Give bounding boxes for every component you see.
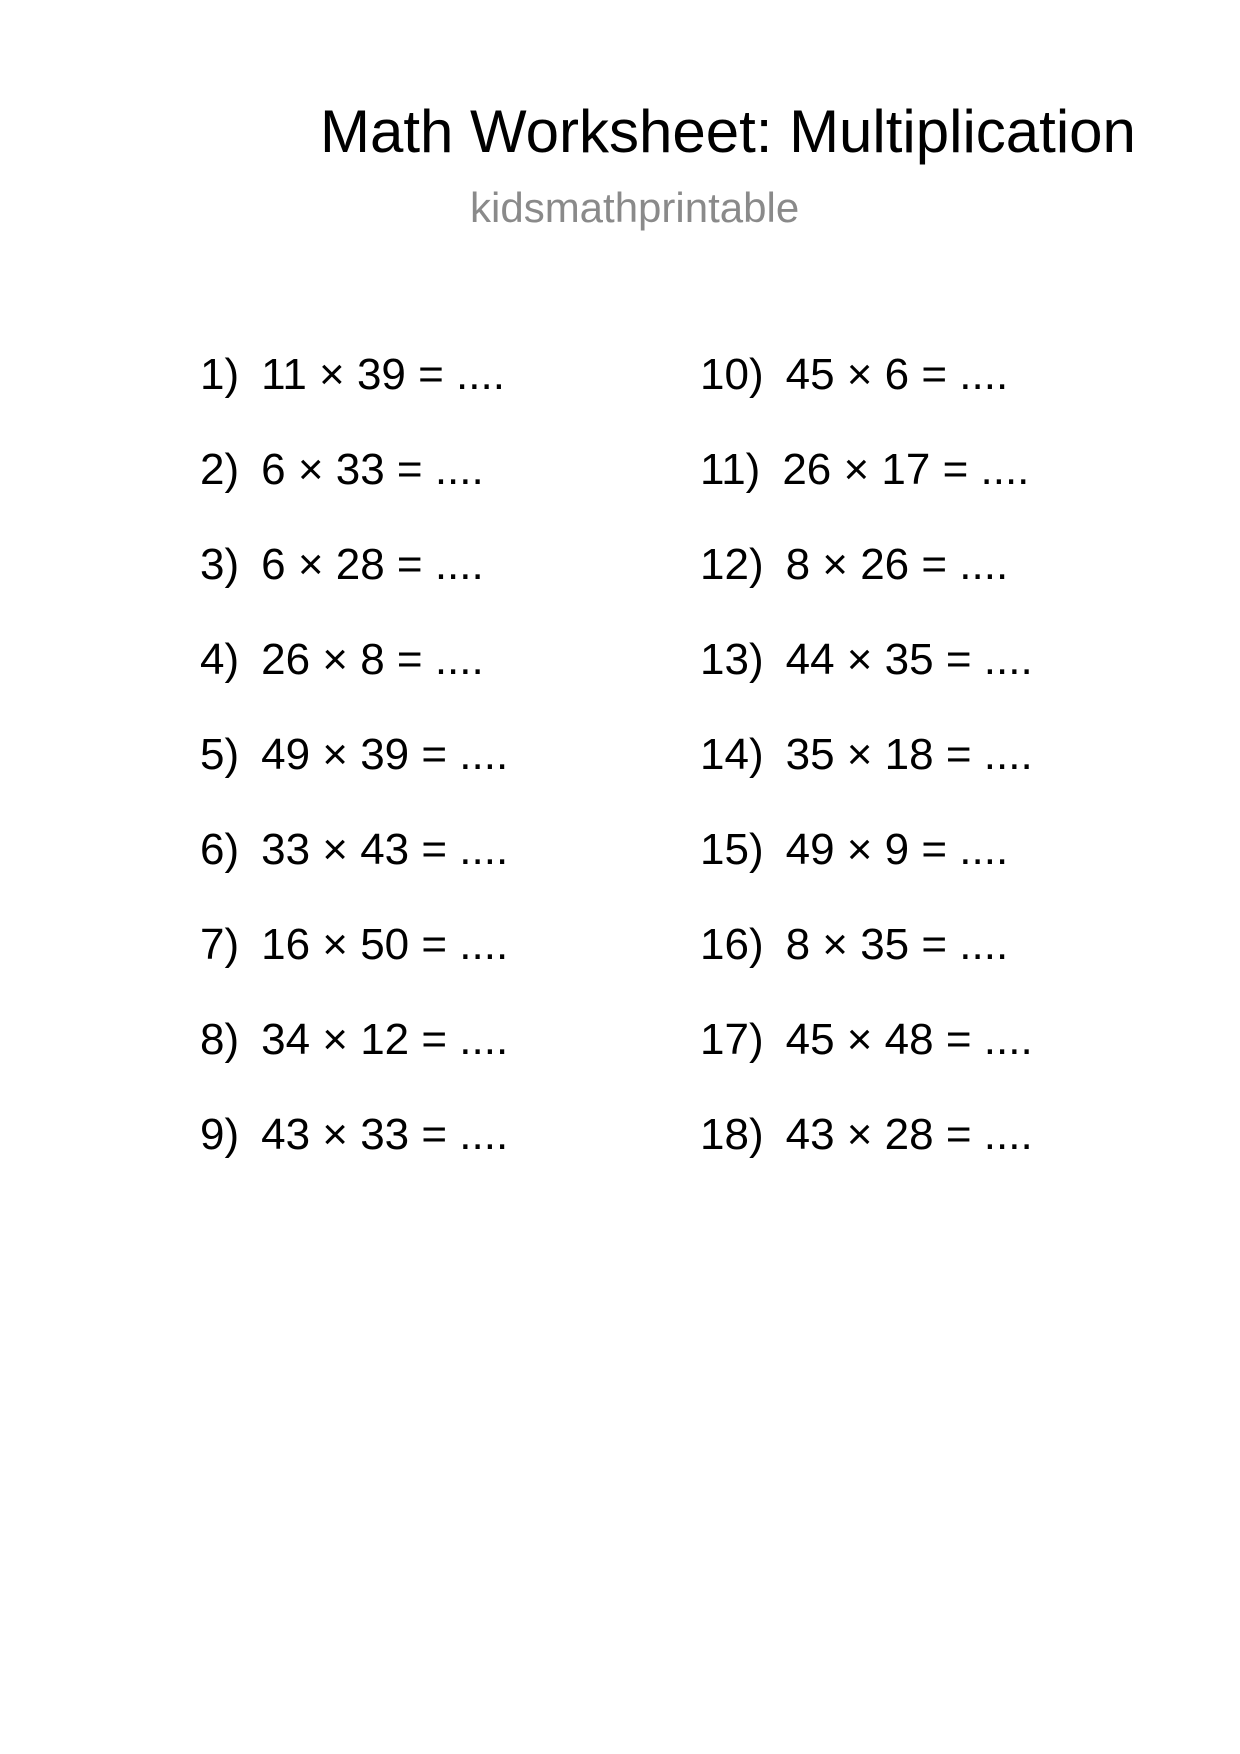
problem-number: 9)	[200, 1110, 240, 1159]
problem-number: 6)	[200, 825, 240, 874]
problem-expression: 8 × 35 = ....	[785, 920, 1009, 969]
problem-item	[200, 345, 650, 440]
problem-number: 7)	[200, 920, 240, 969]
problem-item	[700, 535, 1150, 630]
problem-number: 8)	[200, 1015, 240, 1064]
problem-expression: 8 × 26 = ....	[785, 540, 1009, 589]
problem-item	[700, 820, 1150, 915]
problem-item	[700, 1010, 1150, 1105]
problem-item	[200, 915, 650, 1010]
problem-item	[200, 1105, 650, 1200]
problem-expression: 34 × 12 = ....	[261, 1015, 509, 1064]
problem-number: 10)	[700, 350, 764, 399]
problem-item	[700, 630, 1150, 725]
problem-expression: 16 × 50 = ....	[261, 920, 509, 969]
problems-left-column	[200, 345, 650, 1200]
problem-item	[200, 820, 650, 915]
problem-number: 16)	[700, 920, 764, 969]
problem-number: 12)	[700, 540, 764, 589]
problem-number: 18)	[700, 1110, 764, 1159]
problem-expression: 35 × 18 = ....	[785, 730, 1033, 779]
problem-item	[200, 440, 650, 535]
problem-item	[200, 630, 650, 725]
problem-item	[200, 1010, 650, 1105]
worksheet-subtitle: kidsmathprintable	[470, 184, 800, 231]
problem-expression: 43 × 28 = ....	[785, 1110, 1033, 1159]
problem-item	[700, 345, 1150, 440]
problem-number: 5)	[200, 730, 240, 779]
problem-expression: 49 × 9 = ....	[785, 825, 1009, 874]
problem-number: 1)	[200, 350, 240, 399]
problem-item	[700, 440, 1150, 535]
problem-item	[700, 915, 1150, 1010]
problem-expression: 44 × 35 = ....	[785, 635, 1033, 684]
problem-expression: 33 × 43 = ....	[261, 825, 509, 874]
problem-expression: 26 × 8 = ....	[261, 635, 484, 684]
problem-expression: 26 × 17 = ....	[782, 445, 1030, 494]
problem-number: 2)	[200, 445, 240, 494]
problems-right-column	[700, 345, 1150, 1200]
problem-number: 3)	[200, 540, 240, 589]
problem-expression: 45 × 48 = ....	[785, 1015, 1033, 1064]
problem-expression: 11 × 39 = ....	[261, 350, 505, 399]
problem-number: 17)	[700, 1015, 764, 1064]
problem-item	[700, 725, 1150, 820]
problem-number: 14)	[700, 730, 764, 779]
problem-item	[200, 725, 650, 820]
problem-item	[200, 535, 650, 630]
problem-number: 4)	[200, 635, 240, 684]
problem-expression: 49 × 39 = ....	[261, 730, 509, 779]
problem-number: 15)	[700, 825, 764, 874]
problem-number: 13)	[700, 635, 764, 684]
problem-expression: 45 × 6 = ....	[785, 350, 1009, 399]
problem-number: 11)	[700, 445, 761, 494]
problem-expression: 43 × 33 = ....	[261, 1110, 509, 1159]
problem-item	[700, 1105, 1150, 1200]
problem-expression: 6 × 28 = ....	[261, 540, 484, 589]
worksheet-title: Math Worksheet: Multiplication	[320, 98, 1136, 165]
problem-expression: 6 × 33 = ....	[261, 445, 484, 494]
